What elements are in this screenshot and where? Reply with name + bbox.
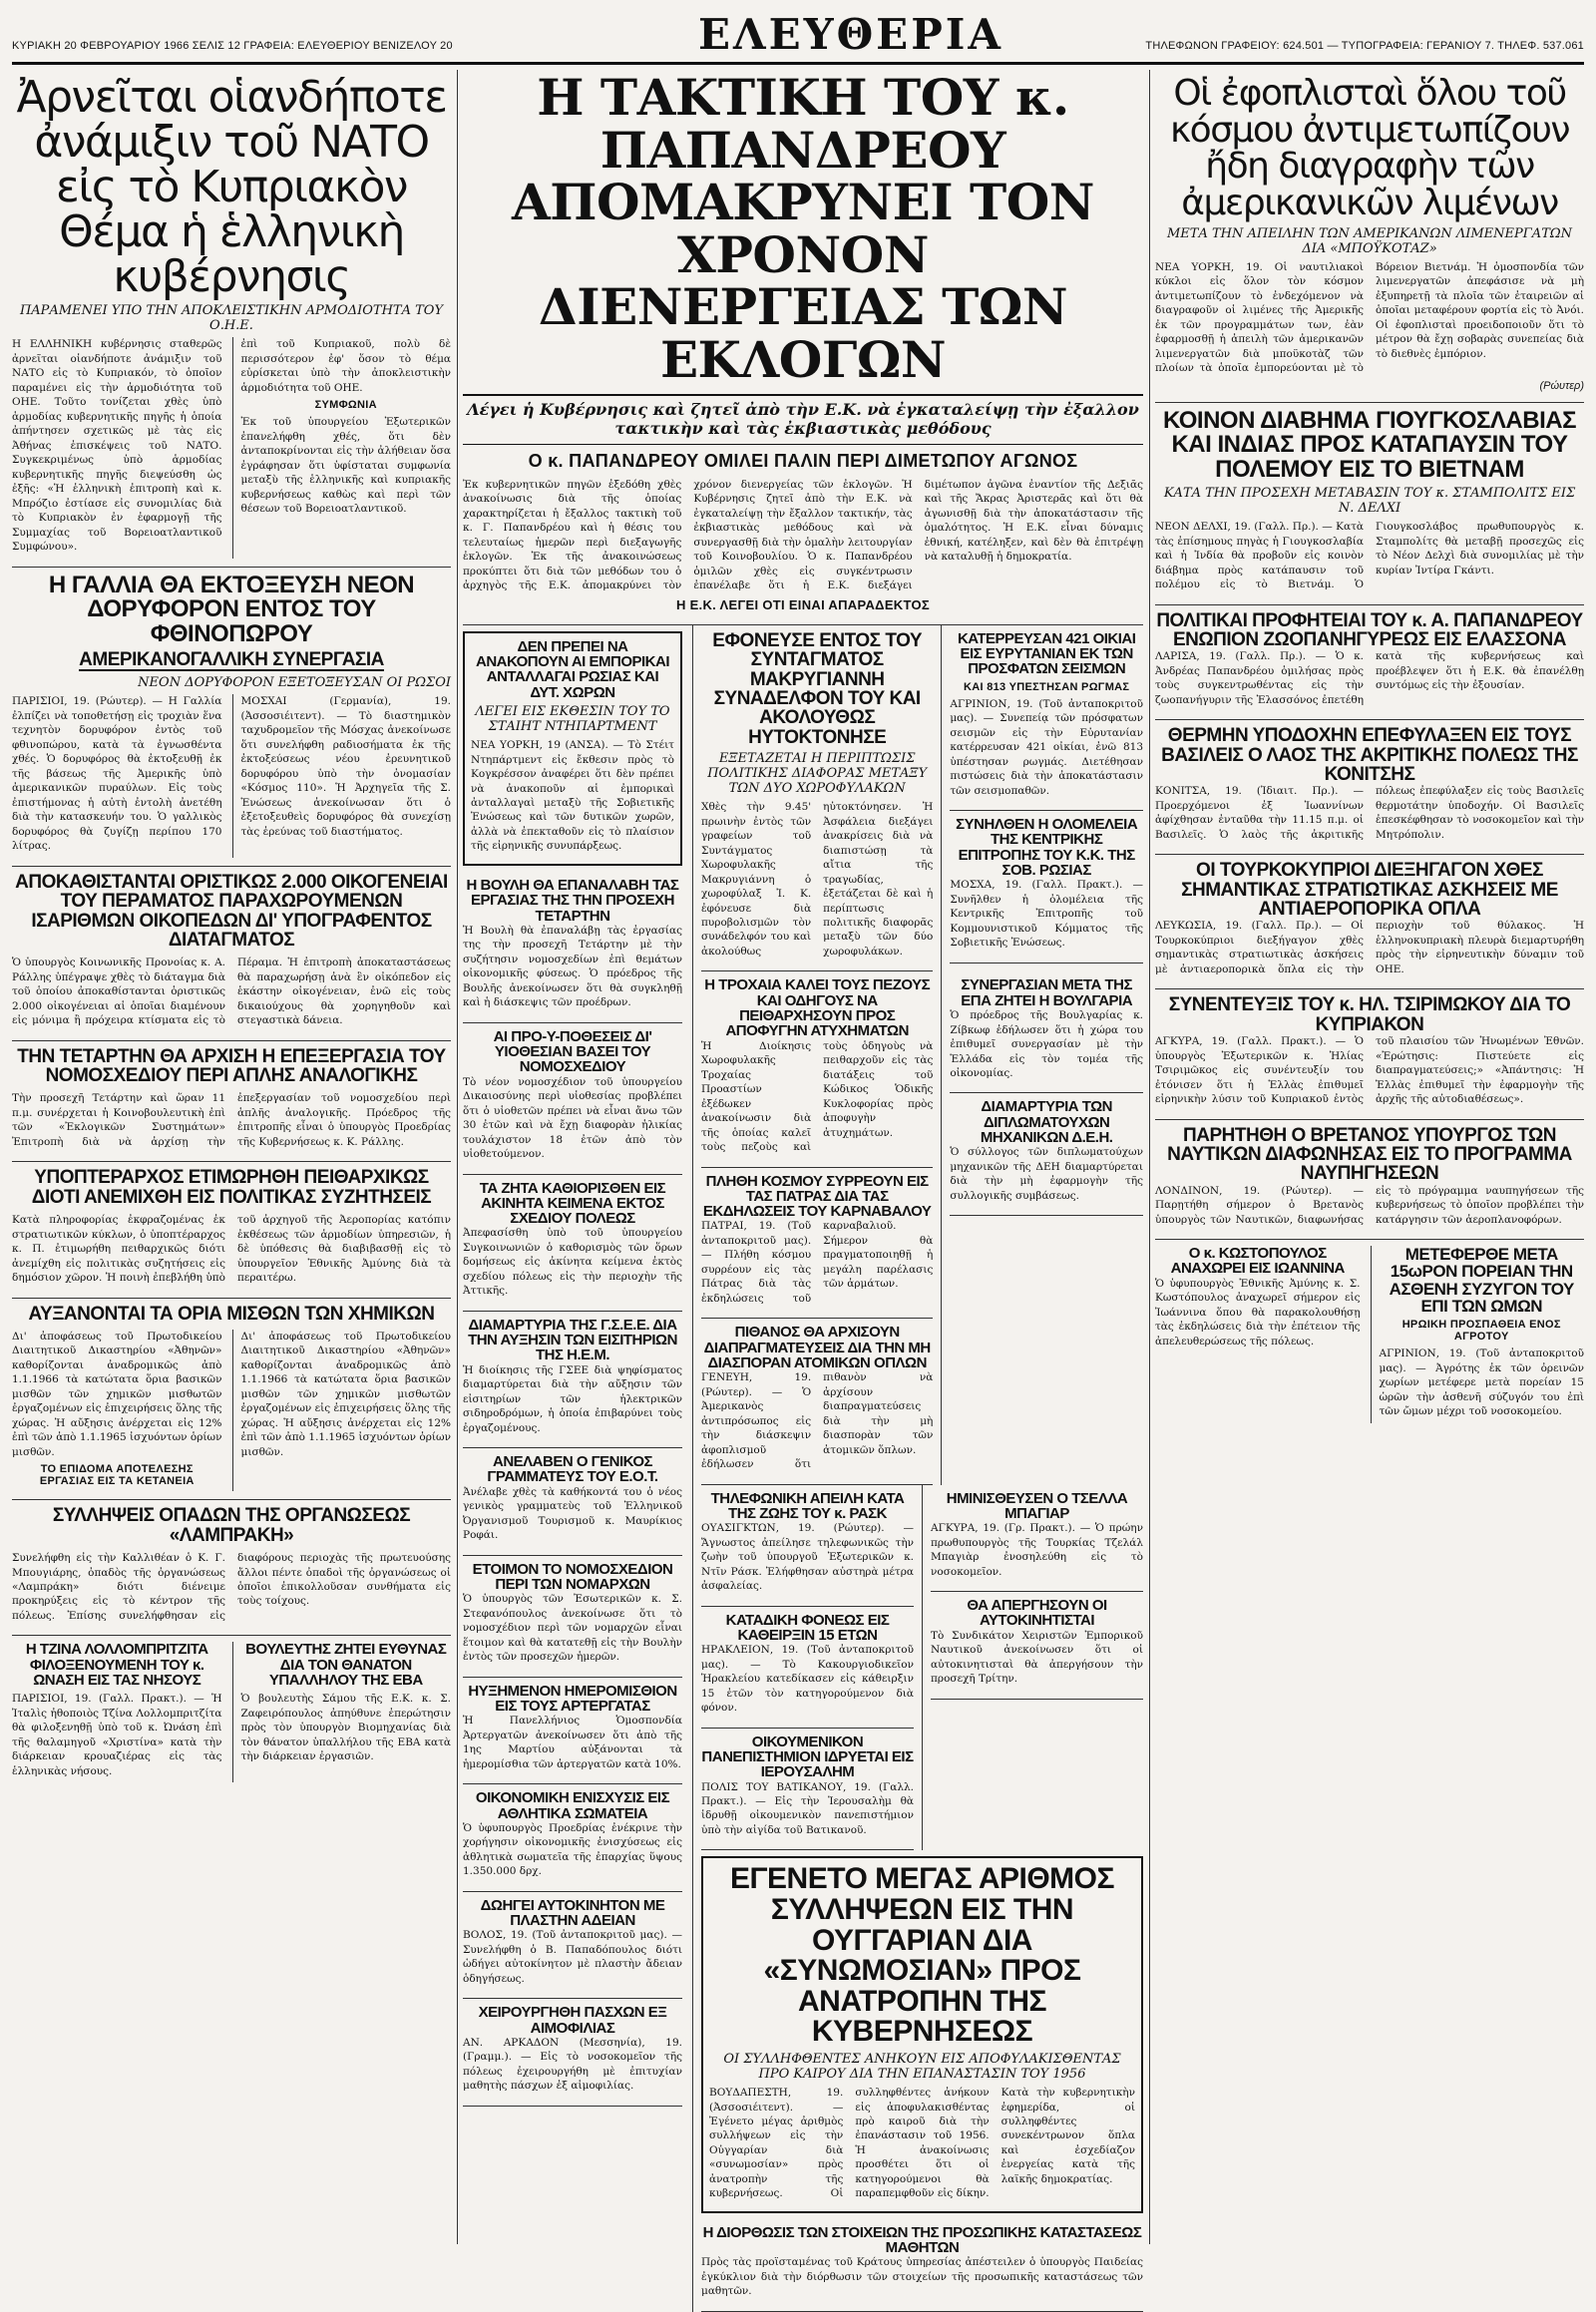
article-body: ΛΕΥΚΩΣΙΑ, 19. (Γαλλ. Πρ.). — Οἱ Τουρκοκύπριοι διεξήγαγον χθὲς σημαντικὰς στρατιωτικὰς ἀσκήσεις μὲ ἀντιαεροπορικὰ ὅπλα εἰς τὴν περιοχὴν τοῦ θύλακος. Ἡ ἑλληνοκυπριακὴ πλευρὰ διεμαρτυρήθη πρὸς τὴν εἰρηνευτικὴν δύναμιν τοῦ ΟΗΕ. — [1155, 920, 1584, 975]
headline: ΔΙΑΜΑΡΤΥΡΙΑ ΤΩΝ ΔΙΠΛΩΜΑΤΟΥΧΩΝ ΜΗΧΑΝΙΚΩΝ Δ.Ε.Η. — [980, 1098, 1113, 1147]
article-air-vice-marshal — [12, 1162, 451, 1298]
headline: ΣΥΛΛΗΨΕΙΣ ΟΠΑΔΩΝ ΤΗΣ ΟΡΓΑΝΩΣΕΩΣ «ΛΑΜΠΡΑΚΗ» — [52, 1505, 411, 1546]
headline: ΔΙΑΜΑΡΤΥΡΙΑ ΤΗΣ Γ.Σ.Ε.Ε. ΔΙΑ ΤΗΝ ΑΥΞΗΣΙΝ ΤΩΝ ΕΙΣΙΤΗΡΙΩΝ ΤΗΣ Η.Ε.Μ. — [468, 1316, 677, 1364]
article-body: Ὁ ὑπουργὸς Κοινωνικῆς Προνοίας κ. Α. Ράλλης ὑπέγραψε χθὲς τὸ διάταγμα διὰ τοῦ ὁποίου ἀποκαθίστανται ὁριστικῶς 2.000 οἰκογένειαι αἱ ὁποῖαι διαμένουν εἰς μόνιμα ἢ πρόχειρα κτίσματα εἰς τὸ Πέραμα. Ἡ ἐπιτροπὴ ἀποκαταστάσεως θὰ παραχωρήσῃ ἀνὰ ἓν οἰκόπεδον εἰς ἑκάστην οἰκογένειαν, ἐνῶ εἰς τοὺς δικαιούχους θὰ χορηγηθοῦν καὶ στεγαστικὰ δάνεια. — [12, 957, 451, 1027]
headline: ΑΙ ΠΡΟ-Υ-ΠΟΘΕΣΕΙΣ ΔΙ' ΥΙΟΘΕΣΙΑΝ ΒΑΣΕΙ ΤΟΥ ΝΟΜΟΣΧΕΔΙΟΥ — [493, 1027, 652, 1076]
headline: ΧΕΙΡΟΥΡΓΗΘΗ ΠΑΣΧΩΝ ΕΞ ΑΙΜΟΦΙΛΙΑΣ — [478, 2004, 667, 2037]
headline: ΔΙΕΝΕΡΓΕΙΑΣ ΤΩΝ ΕΚΛΟΓΩΝ — [538, 277, 1068, 389]
masthead-contact: ΤΗΛΕΦΩΝΟΝ ΓΡΑΦΕΙΟΥ: 624.501 — ΤΥΠΟΓΡΑΦΕΙΑ: ΓΕΡΑΝΙΟΥ 7. ΤΗΛΕΦ. 537.061 — [1145, 40, 1584, 52]
article-body: Κατὰ πληροφορίας ἐκφραζομένας ἐκ στρατιωτικῶν κύκλων, ὁ ὑποπτέραρχος κ. Π. ἐτιμωρήθη πειθαρχικῶς διότι ἀνεμίχθη εἰς πολιτικὰς συζητήσεις εἰς δημόσιον χῶρον. Ἡ ποινὴ ἐπεβλήθη ὑπὸ τοῦ ἀρχηγοῦ τῆς Ἀεροπορίας κατόπιν ἐκθέσεως τῶν ἁρμοδίων ὑπηρεσιῶν, ἡ δὲ ὑπόθεσις θὰ διαβιβασθῇ εἰς τὸ ὑπουργεῖον Ἐθνικῆς Ἀμύνης διὰ τὰ περαιτέρω. — [12, 1214, 451, 1285]
masthead — [12, 10, 1584, 65]
article-proportional-bill — [12, 1041, 451, 1163]
article-patras-carnival — [701, 1168, 933, 1320]
article-fake-license — [463, 1892, 682, 2000]
headline: ΕΤΟΙΜΟΝ ΤΟ ΝΟΜΟΣΧΕΔΙΟΝ ΠΕΡΙ ΤΩΝ ΝΟΜΑΡΧΩΝ — [472, 1560, 673, 1593]
headline: ΑΠΟΜΑΚΡΥΝΕΙ ΤΟΝ ΧΡΟΝΟΝ — [511, 173, 1095, 284]
article-body: Ὁ σύλλογος τῶν διπλωματούχων μηχανικῶν τῆς ΔΕΗ διαμαρτύρεται διὰ τὴν μὴ ἐφαρμογὴν τῆς συλλογικῆς συμβάσεως. — [950, 1146, 1143, 1202]
subheadline: ΝΕΟΝ ΔΟΡΥΦΟΡΟΝ ΕΞΕΤΟΞΕΥΣΑΝ ΟΙ ΡΩΣΟΙ — [138, 675, 451, 691]
article-body: ΜΟΣΧΑΙ (Γερμανία), 19. (Ἀσσοσιέιτεντ). — Τὸ διαστημικὸν ταχυδρομεῖον τῆς Μόσχας ἀνεκοίνωσε ὅτι συνελήφθη ραδιοσήματα ἐκ τῆς ἐκτοξεύσεως νέου ἐρευνητικοῦ δορυφόρου ὑπὸ τὴν ὀνομασίαν «Κόσμος 110». Ἡ Ἀρχηγεῖα τῆς Σ. Ἑνώσεως ἀνεκοίνωσαν ὅτι ὁ ἐξετοξευθεὶς δορυφόρος θὰ συνεχίσῃ τὰς ἐρεύνας τοῦ διαστήματος. — [240, 695, 451, 838]
article-conviction — [701, 1607, 914, 1729]
article-papandreou-tactics — [463, 70, 1143, 625]
article-body: ΜΟΣΧΑ, 19. (Γαλλ. Πρακτ.). — Συνῆλθεν ἡ ὀλομέλεια τῆς Κεντρικῆς Ἐπιτροπῆς τοῦ Κομμουνιστικοῦ Κόμματος τῆς Σοβιετικῆς Ἑνώσεως. — [950, 879, 1143, 950]
subheadline: ΚΑΙ 813 ΥΠΕΣΤΗΣΑΝ ΡΩΓΜΑΣ — [964, 680, 1130, 693]
headline: ΘΕΡΜΗΝ ΥΠΟΔΟΧΗΝ ΕΠΕΦΥΛΑΞΕΝ ΕΙΣ ΤΟΥΣ ΒΑΣΙΛΕΙΣ Ο ΛΑΟΣ ΤΗΣ ΑΚΡΙΤΙΚΗΣ ΠΟΛΕΩΣ ΤΗΣ ΚΟΝΙΤΣΗΣ — [1161, 725, 1578, 786]
article-zoning — [463, 1175, 682, 1312]
column-right — [1155, 70, 1584, 2244]
article-body: Ὁ ὑφυπουργὸς Προεδρίας ἐνέκρινε τὴν χορήγησιν οἰκονομικῆς ἐνισχύσεως εἰς ἀθλητικὰ σωματεῖα τῆς ἐπαρχίας ὕψους 1.350.000 δρχ. — [463, 1821, 682, 1878]
article-body: Δι' ἀποφάσεως τοῦ Πρωτοδικείου Διαιτητικοῦ Δικαστηρίου «Ἀθηνῶν» καθορίζονται ἀναδρομικῶς ἀπὸ 1.1.1966 τὰ κατώτατα ὅρια βασικῶν μισθῶν τῶν χημικῶν μισθωτῶν ἐργαζομένων εἰς ἐπιχειρήσεις ὅλης τῆς χώρας. Ἡ αὔξησις ἀνέρχεται εἰς 12% ἐπὶ τῶν ἀπὸ 1.1.1965 ἰσχυόντων ὁρίων μισθῶν. — [240, 1330, 451, 1458]
column-rule — [1149, 70, 1150, 2244]
article-body: Ὁ βουλευτὴς Σάμου τῆς Ε.Κ. κ. Σ. Ζαφειρόπουλος ἀπηύθυνε ἐπερώτησιν πρὸς τὸν ὑπουργὸν Βιομηχανίας διὰ τὸν θάνατον ὑπαλλήλου τῆς ΕΒΑ κατὰ τὴν διάρκειαν ἐργασιῶν. — [240, 1693, 451, 1763]
headline: Η ΤΡΟΧΑΙΑ ΚΑΛΕΙ ΤΟΥΣ ΠΕΖΟΥΣ ΚΑΙ ΟΔΗΓΟΥΣ ΝΑ ΠΕΙΘΑΡΧΗΣΟΥΝ ΠΡΟΣ ΑΠΟΦΥΓΗΝ ΑΤΥΧΗΜΑΤΩΝ — [704, 976, 931, 1040]
article-nato-cyprus — [12, 70, 451, 568]
headline: ΚΑΤΕΡΡΕΥΣΑΝ 421 ΟΙΚΙΑΙ ΕΙΣ ΕΥΡΥΤΑΝΙΑΝ ΕΚ ΤΩΝ ΠΡΟΣΦΑΤΩΝ ΣΕΙΣΜΩΝ — [957, 629, 1136, 678]
article-body: ΒΟΥΔΑΠΕΣΤΗ, 19. (Ἀσσοσιέιτεντ). — Ἐγένετο μέγας ἀριθμὸς συλλήψεων εἰς τὴν Οὐγγαρίαν διὰ «συνωμοσίαν» πρὸς ἀνατροπὴν τῆς κυβερνήσεως. Οἱ συλληφθέντες ἀνήκουν εἰς ἀποφυλακισθέντας πρὸ καιροῦ διὰ τὴν ἐπανάστασιν τοῦ 1956. Ἡ ἀνακοίνωσις προσθέτει ὅτι οἱ κατηγορούμενοι θὰ παραπεμφθοῦν εἰς δίκην. Κατὰ τὴν κυβερνητικὴν ἐφημερίδα, οἱ συλληφθέντες συνεκέντρωνον ὅπλα καὶ ἐσχεδίαζον ἐνεργείας κατὰ τῆς λαϊκῆς δημοκρατίας. — [709, 2087, 1135, 2200]
article-dei-engineers — [950, 1093, 1143, 1216]
article-kostopoulos — [1155, 1246, 1361, 1423]
article-chemists-salaries — [12, 1299, 451, 1501]
newspaper-name: ΕΛΕΥΘΕΡΙΑ — [698, 10, 1004, 59]
article-makrygianni — [701, 625, 933, 972]
headline: ΥΠΟΠΤΕΡΑΡΧΟΣ ΕΤΙΜΩΡΗΘΗ ΠΕΙΘΑΡΧΙΚΩΣ ΔΙΟΤΙ ΑΝΕΜΙΧΘΗ ΕΙΣ ΠΟΛΙΤΙΚΑΣ ΣΥΖΗΤΗΣΕΙΣ — [31, 1167, 432, 1208]
article-body: ΟΥΑΣΙΓΚΤΩΝ, 19. (Ρώυτερ). — Ἄγνωστος ἀπείλησε τηλεφωνικῶς τὴν ζωὴν τοῦ ὑπουργοῦ Ἐξωτερικῶν κ. Ντῖν Ράσκ. Ἐλήφθησαν αὐστηρὰ μέτρα ἀσφαλείας. — [701, 1522, 914, 1593]
article-body: Ἡ διοίκησις τῆς ΓΣΕΕ διὰ ψηφίσματος διαμαρτύρεται διὰ τὴν αὔξησιν τῶν εἰσιτηρίων τῶν ἠλεκτρικῶν σιδηροδρόμων, ἡ ὁποία ἐπιβαρύνει τοὺς ἐργαζομένους. — [463, 1363, 682, 1434]
headline: ΑΜΕΡΙΚΑΝΟΓΑΛΛΙΚΗ ΣΥΝΕΡΓΑΣΙΑ — [79, 649, 384, 671]
article-turkish-cypriots — [1155, 855, 1584, 989]
section-subhead: Ο κ. ΠΑΠΑΝΔΡΕΟΥ ΟΜΙΛΕΙ ΠΑΛΙΝ ΠΕΡΙ ΔΙΜΕΤΩΠΟΥ ΑΓΩΝΟΣ — [528, 451, 1078, 471]
article-bulgaria — [950, 971, 1143, 1093]
article-body: ΠΑΤΡΑΙ, 19. (Τοῦ ἀνταποκριτοῦ μας). — Πλήθη κόσμου συρρέουν εἰς τὰς Πάτρας διὰ τὰς ἐκδηλώσεις τοῦ καρναβαλιοῦ. Σήμερον θὰ πραγματοποιηθῇ ἡ μεγάλη παρέλασις τῶν ἁρμάτων. — [701, 1220, 934, 1305]
article-body: ΠΑΡΙΣΙΟΙ, 19. (Γαλλ. Πρακτ.). — Ἡ Ἰταλὶς ἠθοποιὸς Τζίνα Λολλομπριτζίτα θὰ φιλοξενηθῇ ὑπὸ τοῦ κ. Ὠνάση ἐπὶ τῆς θαλαμηγοῦ «Χριστίνα» κατὰ τὴν διάρκειαν κρουαζιέρας εἰς τὰς ἑλληνικὰς νήσους. — [12, 1693, 222, 1777]
article-body: ΝΕΑ ΥΟΡΚΗ, 19. Οἱ ναυτιλιακοὶ κύκλοι εἰς ὅλον τὸν κόσμον ἀντιμετωπίζουν τὸ ἐνδεχόμενον νὰ διαγραφοῦν οἱ λιμένες τῆς Ἀμερικῆς ἐκ τῶν προγραμμάτων των, ἐὰν ἐφαρμοσθῇ ἡ ἀπειλὴ τῶν ἀμερικανῶν λιμενεργατῶν διὰ μποϋκοτὰζ τῶν πλοίων τὰ ὁποῖα ἐμπορεύονται μὲ τὸ Βόρειον Βιετνάμ. Ἡ ὁμοσπονδία τῶν λιμενεργατῶν ἀπεφάσισε νὰ μὴ ἐξυπηρετῇ τὰ πλοῖα τῶν ἐταιρειῶν αἱ ὁποῖαι μεταφέρουν φορτία εἰς τὸ Ἀνόι. Οἱ ἐφοπλισταὶ προειδοποιοῦν ὅτι τὸ μέτρον θὰ ἔχῃ σοβαρὰς συνεπείας διὰ τὸ διεθνὲς ἐμπόριον. — [1155, 260, 1584, 375]
article-konitsa — [1155, 720, 1584, 855]
article-body: ΓΕΝΕΥΗ, 19. (Ρώυτερ). — Ὁ Ἀμερικανὸς ἀντιπρόσωπος εἰς τὴν διάσκεψιν ἀφοπλισμοῦ ἐδήλωσεν ὅτι πιθανὸν νὰ ἀρχίσουν διαπραγματεύσεις διὰ τὴν μὴ διασπορὰν τῶν ἀτομικῶν ὅπλων. — [701, 1371, 934, 1471]
headline: ΕΦΟΝΕΥΣΕ ΕΝΤΟΣ ΤΟΥ ΣΥΝΤΑΓΜΑΤΟΣ ΜΑΚΡΥΓΙΑΝΝΗ ΣΥΝΑΔΕΛΦΟΝ ΤΟΥ ΚΑΙ ΑΚΟΛΟΥΘΩΣ ΗΥΤΟΚΤΟΝΗΣΕ — [712, 629, 923, 748]
article-gsee — [463, 1312, 682, 1448]
article-andreas-papandreou — [1155, 605, 1584, 721]
article-body: Ὁ ὑφυπουργὸς Ἐθνικῆς Ἀμύνης κ. Σ. Κωστόπουλος ἀναχωρεῖ σήμερον εἰς Ἰωάννινα ὅπου θὰ παρακολουθήσῃ τὰς ἐκδηλώσεις διὰ τὴν ἐπέτειον τῆς ἀπελευθερώσεως τῆς πόλεως. — [1155, 1277, 1361, 1348]
article-farmer-wife — [1371, 1246, 1585, 1423]
article-body: Ἡ Βουλὴ θὰ ἐπαναλάβῃ τὰς ἐργασίας της τὴν προσεχῆ Τετάρτην μὲ τὴν συζήτησιν νομοσχεδίων ἐπὶ θεμάτων οἰκονομικῆς φύσεως. Ὁ πρόεδρος τῆς Βουλῆς ἀνεκοίνωσεν ὅτι θὰ συγκληθῇ καὶ ἡ διάσκεψις τῶν προέδρων. — [463, 924, 682, 1009]
article-body: ΑΓΚΥΡΑ, 19. (Γαλλ. Πρακτ.). — Ὁ ὑπουργὸς Ἐξωτερικῶν κ. Ἠλίας Τσιριμῶκος εἰς συνέντευξίν του ἐτόνισεν ὅτι ἡ Ἑλλὰς ἐπιθυμεῖ εἰρηνικὴν λύσιν τοῦ Κυπριακοῦ ἐντὸς τοῦ πλαισίου τῶν Ἡνωμένων Ἐθνῶν. «Ἐρώτησις: Πιστεύετε εἰς διαπραγματεύσεις;» «Ἀπάντησις: Ἡ Ἑλλὰς ἐπιθυμεῖ τὴν ἐφαρμογὴν τῆς ἀρχῆς τῆς αὐτοδιαθέσεως». — [1155, 1035, 1584, 1106]
headline: ΗΜΙΝΙΣΘΕΥΣΕΝ Ο ΤΣΕΛΛΑ ΜΠΑΓΙΑΡ — [946, 1489, 1128, 1522]
article-student-records — [701, 2219, 1143, 2312]
headline: ΣΥΝΕΡΓΑΣΙΑΝ ΜΕΤΑ ΤΗΣ ΕΠΑ ΖΗΤΕΙ Η ΒΟΥΛΓΑΡΙΑ — [961, 976, 1133, 1009]
article-rusk-threat — [701, 1485, 914, 1607]
headline: ΟΙ ΤΟΥΡΚΟΚΥΠΡΙΟΙ ΔΙΕΞΗΓΑΓΟΝ ΧΘΕΣ ΣΗΜΑΝΤΙΚΑΣ ΣΤΡΑΤΙΩΤΙΚΑΣ ΑΣΚΗΣΕΙΣ ΜΕ ΑΝΤΙΑΕΡΟΠΟΡΙΚΑ ΟΠΛΑ — [1181, 860, 1558, 921]
article-body: ΠΟΛΙΣ ΤΟΥ ΒΑΤΙΚΑΝΟΥ, 19. (Γαλλ. Πρακτ.). — Εἰς τὴν Ἱερουσαλὴμ θὰ ἱδρυθῇ οἰκουμενικὸν πανεπιστήμιον ὑπὸ τὴν αἰγίδα τοῦ Βατικανοῦ. — [701, 1780, 914, 1836]
subheadline: Λέγει ἡ Κυβέρνησις καὶ ζητεῖ ἀπὸ τὴν Ε.Κ. νὰ ἐγκαταλείψῃ τὴν ἐξαλλον τακτικὴν καὶ τὰς ἐκβιαστικὰς μεθόδους — [467, 400, 1139, 438]
subheadline: ΜΕΤΑ ΤΗΝ ΑΠΕΙΛΗΝ ΤΩΝ ΑΜΕΡΙΚΑΝΩΝ ΛΙΜΕΝΕΡΓΑΤΩΝ ΔΙΑ «ΜΠΟΫΚΟΤΑΖ» — [1166, 225, 1573, 256]
headline: ΟΙΚΟΝΟΜΙΚΗ ΕΝΙΣΧΥΣΙΣ ΕΙΣ ΑΘΛΗΤΙΚΑ ΣΩΜΑΤΕΙΑ — [475, 1789, 670, 1822]
article-body: ΑΓΡΙΝΙΟΝ, 19. (Τοῦ ἀνταποκριτοῦ μας). — Ἀγρότης ἐκ τῶν ὀρεινῶν χωρίων μετέφερε μετὰ πορείαν 15 ὡρῶν τὴν ἀσθενῆ σύζυγόν του ἐπὶ τῶν ὤμων μέχρι τοῦ νοσοκομείου. — [1379, 1348, 1584, 1418]
article-lambrakis-arrests — [12, 1500, 451, 1636]
article-body: ΚΟΝΙΤΣΑ, 19. (Ἰδιαιτ. Πρ.). — Προερχόμενοι ἐξ Ἰωαννίνων ἀφίχθησαν ἐνταῦθα τὴν 11.15 π.μ. οἱ Βασιλεῖς. Ὁ λαὸς τῆς ἀκριτικῆς πόλεως ἐπεφύλαξεν εἰς τοὺς Βασιλεῖς θερμοτάτην ὑποδοχήν. Οἱ Βασιλεῖς ἐπεσκέφθησαν τὸ νοσοκομεῖον καὶ τὴν Μητρόπολιν. — [1155, 785, 1584, 841]
headline: Ἀρνεῖται οἱανδήποτε ἀνάμιξιν τοῦ ΝΑΤΟ εἰς τὸ Κυπριακὸν Θέμα ἡ ἑλληνικὴ κυβέρνησις — [16, 72, 447, 302]
article-nonproliferation — [701, 1319, 933, 1484]
article-sports-clubs — [463, 1784, 682, 1892]
headline: ΠΑΡΗΤΗΘΗ Ο ΒΡΕΤΑΝΟΣ ΥΠΟΥΡΓΟΣ ΤΩΝ ΝΑΥΤΙΚΩΝ ΔΙΑΦΩΝΗΣΑΣ ΕΙΣ ΤΟ ΠΡΟΓΡΑΜΜΑ ΝΑΥΠΗΓΗΣΕΩΝ — [1167, 1124, 1572, 1185]
article-body: ἐπὶ τοῦ Κυπριακοῦ, πολὺ δὲ περισσότερον ἐφ' ὅσον τὸ θέμα εὑρίσκεται ὑπὸ τὴν ἀποκλειστικὴν ἁρμοδιότητα τοῦ ΟΗΕ. — [240, 338, 451, 394]
article-body: ΑΓΚΥΡΑ, 19. (Γρ. Πρακτ.). — Ὁ πρώην πρωθυπουργὸς τῆς Τουρκίας Τζελάλ Μπαγιὰρ ἐνοσηλεύθη εἰς τὸ νοσοκομεῖον. — [931, 1522, 1143, 1578]
article-body: ΠΑΡΙΣΙΟΙ, 19. (Ρώυτερ). — Η Γαλλία ἐλπίζει νὰ τοποθετήσῃ εἰς τροχιὰν ἕνα τεχνητὸν δορυφόρον ἐντὸς τοῦ φθινοπώρου, κατὰ τὰ ἐγνωσθέντα χθές. Ὁ δορυφόρος θὰ ἐκτοξευθῇ ἐκ τῆς βάσεως τῆς Ἀμερικῆς ὑπὸ ἀμερικανικῶν πυραύλων. Εἰς τοὺς ἐπιστήμονας ἡ αὐτὴ ἐντολὴ ἀνετέθη διὰ τὴν κατασκευήν του. Ὁ γαλλικὸς δορυφόρος θὰ ζυγίζῃ περίπου 170 λίτρας. — [12, 695, 222, 853]
article-trade-exchanges — [463, 631, 682, 866]
subheadline: ΚΑΤΑ ΤΗΝ ΠΡΟΣΕΧΗ ΜΕΤΑΒΑΣΙΝ ΤΟΥ κ. ΣΤΑΜΠΟΛΙΤΣ ΕΙΣ Ν. ΔΕΛΧΙ — [1163, 486, 1576, 517]
headline: ΠΛΗΘΗ ΚΟΣΜΟΥ ΣΥΡΡΕΟΥΝ ΕΙΣ ΤΑΣ ΠΑΤΡΑΣ ΔΙΑ ΤΑΣ ΕΚΔΗΛΩΣΕΙΣ ΤΟΥ ΚΑΡΝΑΒΑΛΟΥ — [702, 1172, 932, 1221]
headline: Ο κ. ΚΩΣΤΟΠΟΥΛΟΣ ΑΝΑΧΩΡΕΙ ΕΙΣ ΙΩΑΝΝΙΝΑ — [1170, 1245, 1345, 1278]
headline: ΘΑ ΑΠΕΡΓΗΣΟΥΝ ΟΙ ΑΥΤΟΚΙΝΗΤΙΣΤΑΙ — [967, 1597, 1107, 1630]
headline: ΑΝΕΛΑΒΕΝ Ο ΓΕΝΙΚΟΣ ΓΡΑΜΜΑΤΕΥΣ ΤΟΥ Ε.Ο.Τ. — [487, 1453, 658, 1486]
headline: Η ΓΑΛΛΙΑ ΘΑ ΕΚΤΟΞΕΥΣΗ ΝΕΟΝ ΔΟΡΥΦΟΡΟΝ ΕΝΤΟΣ ΤΟΥ ΦΘΙΝΟΠΩΡΟΥ — [48, 571, 415, 647]
article-earthquake — [950, 625, 1143, 811]
article-body: Τὴν προσεχῆ Τετάρτην καὶ ὥραν 11 π.μ. συνέρχεται ἡ Κοινοβουλευτικὴ ἐπὶ τῶν «Ἐκλογικῶν Συστημάτων» Ἐπιτροπὴ διὰ νὰ ἀρχίσῃ τὴν ἐπεξεργασίαν τοῦ νομοσχεδίου περὶ ἁπλῆς ἀναλογικῆς. Πρόεδρος τῆς ἐπιτροπῆς εἶναι ὁ ὑπουργὸς Προεδρίας τῆς Κυβερνήσεως κ. Κ. Ράλλης. — [12, 1092, 451, 1148]
article-prefects — [463, 1556, 682, 1678]
article-hungary-arrests — [701, 1856, 1143, 2212]
article-body: Ἀνέλαβε χθὲς τὰ καθήκοντά του ὁ νέος γενικὸς γραμματεὺς τοῦ Ἑλληνικοῦ Ὀργανισμοῦ Τουρισμοῦ κ. Μαυρίκιος Ροφάι. — [463, 1485, 682, 1542]
article-body: Πρὸς τὰς προϊσταμένας τοῦ Κράτους ὑπηρεσίας ἀπέστειλεν ὁ ὑπουργὸς Παιδείας ἐγκύκλιον διὰ τὴν διόρθωσιν τῶν στοιχείων τῆς προσωπικῆς καταστάσεως τῶν μαθητῶν. — [701, 2256, 1143, 2298]
headline: ΠΟΛΙΤΙΚΑΙ ΠΡΟΦΗΤΕΙΑΙ ΤΟΥ κ. Α. ΠΑΠΑΝΔΡΕΟΥ ΕΝΩΠΙΟΝ ΖΩΟΠΑΝΗΓΥΡΕΩΣ ΕΙΣ ΕΛΑΣΣΟΝΑ — [1156, 609, 1583, 650]
headline: ΣΥΝΗΛΘΕΝ Η ΟΛΟΜΕΛΕΙΑ ΤΗΣ ΚΕΝΤΡΙΚΗΣ ΕΠΙΤΡΟΠΗΣ ΤΟΥ Κ.Κ. ΤΗΣ ΣΟΒ. ΡΩΣΙΑΣ — [956, 816, 1138, 880]
headline: ΠΙΘΑΝΟΣ ΘΑ ΑΡΧΙΣΟΥΝ ΔΙΑΠΡΑΓΜΑΤΕΥΣΕΙΣ ΔΙΑ ΤΗΝ ΜΗ ΔΙΑΣΠΟΡΑΝ ΑΤΟΜΙΚΩΝ ΟΠΛΩΝ — [703, 1324, 931, 1371]
article-body: Τὸ Συνδικάτον Χειριστῶν Ἐμπορικοῦ Ναυτικοῦ ἀνεκοίνωσεν ὅτι οἱ αὐτοκινητισταὶ θὰ ἀπεργήσουν τὴν προσεχῆ Τρίτην. — [931, 1629, 1143, 1686]
article-body: Ὁ ὑπουργὸς τῶν Ἐσωτερικῶν κ. Σ. Στεφανόπουλος ἀνεκοίνωσε ὅτι τὸ νομοσχέδιον περὶ τῶν νομαρχῶν εἶναι ἕτοιμον καὶ θὰ κατατεθῇ εἰς τὴν Βουλὴν ἐντὸς τῶν προσεχῶν ἡμερῶν. — [463, 1593, 682, 1664]
article-france-satellite — [12, 568, 451, 867]
article-body: Ἡ Πανελλήνιος Ὁμοσπονδία Ἀρτεργατῶν ἀνεκοίνωσεν ὅτι ἀπὸ τῆς 1ης Μαρτίου αὐξάνονται τὰ ἡμερομίσθια τῶν ἀρτεργατῶν κατὰ 10%. — [463, 1715, 682, 1770]
section-subhead: ΤΟ ΕΠΙΔΟΜΑ ΑΠΟΤΕΛΕΣΗΣ ΕΡΓΑΣΙΑΣ ΕΙΣ ΤΑ ΚΕΤΑΝΕΙΑ — [39, 1463, 195, 1488]
headline: ΚΑΤΑΔΙΚΗ ΦΟΝΕΩΣ ΕΙΣ ΚΑΘΕΙΡΞΙΝ 15 ΕΤΩΝ — [725, 1611, 890, 1644]
article-hemophilia — [463, 1999, 682, 2107]
article-body: Ἡ Διοίκησις Χωροφυλακῆς Τροχαίας Προαστίων ἐξέδωκεν ἀνακοίνωσιν διὰ τῆς ὁποίας καλεῖ τοὺς πεζοὺς καὶ τοὺς ὁδηγοὺς νὰ πειθαρχοῦν εἰς τὰς διατάξεις τοῦ Κώδικος Ὁδικῆς Κυκλοφορίας πρὸς ἀποφυγὴν ἀτυχημάτων. — [701, 1039, 934, 1154]
headline: Η ΒΟΥΛΗ ΘΑ ΕΠΑΝΑΛΑΒΗ ΤΑΣ ΕΡΓΑΣΙΑΣ ΤΗΣ ΤΗΝ ΠΡΟΣΕΧΗ ΤΕΤΑΡΤΗΝ — [466, 876, 679, 925]
headline: ΤΗΝ ΤΕΤΑΡΤΗΝ ΘΑ ΑΡΧΙΣΗ Η ΕΠΕΞΕΡΓΑΣΙΑ ΤΟΥ ΝΟΜΟΣΧΕΔΙΟΥ ΠΕΡΙ ΑΠΛΗΣ ΑΝΑΛΟΓΙΚΗΣ — [17, 1045, 446, 1087]
headline: ΚΟΙΝΟΝ ΔΙΑΒΗΜΑ ΓΙΟΥΓΚΟΣΛΑΒΙΑΣ ΚΑΙ ΙΝΔΙΑΣ ΠΡΟΣ ΚΑΤΑΠΑΥΣΙΝ ΤΟΥ ΠΟΛΕΜΟΥ ΕΙΣ ΤΟ ΒΙΕΤΝΑΜ — [1163, 406, 1576, 483]
subheadline: ΛΕΓΕΙ ΕΙΣ ΕΚΘΕΣΙΝ ΤΟΥ ΤΟ ΣΤΑΙΗΤ ΝΤΗΠΑΡΤΜΕΝΤ — [475, 704, 670, 735]
article-body: Τὸ νέον νομοσχέδιον τοῦ ὑπουργείου Δικαιοσύνης περὶ υἱοθεσίας προβλέπει ὅτι ὁ υἱοθετῶν πρέπει νὰ εἶναι ἄνω τῶν 30 ἐτῶν καὶ νὰ ἔχῃ διαφορὰν ἡλικίας τουλάχιστον 18 ἐτῶν ἀπὸ τὸν υἱοθετούμενον. — [463, 1075, 682, 1161]
headline: ΗΥΞΗΜΕΝΟΝ ΗΜΕΡΟΜΙΣΘΙΟΝ ΕΙΣ ΤΟΥΣ ΑΡΤΕΡΓΑΤΑΣ — [468, 1682, 677, 1715]
headline: ΟΙΚΟΥΜΕΝΙΚΟΝ ΠΑΝΕΠΙΣΤΗΜΙΟΝ ΙΔΡΥΕΤΑΙ ΕΙΣ ΙΕΡΟΥΣΑΛΗΜ — [701, 1733, 914, 1781]
headline: ΑΥΞΑΝΟΝΤΑΙ ΤΑ ΟΡΙΑ ΜΙΣΘΩΝ ΤΩΝ ΧΗΜΙΚΩΝ — [28, 1303, 435, 1325]
article-body: Ἐκ κυβερνητικῶν πηγῶν ἐξεδόθη χθὲς ἀνακοίνωσις διὰ τῆς ὁποίας χαρακτηρίζεται ἡ ἔξαλλος τακτικὴ τοῦ κ. Γ. Παπανδρέου καὶ ἡ θέσις του τελευταίως ἡμερῶν περὶ διεξαγωγῆς ἐκλογῶν. Ἐκ τῆς ἀνακοινώσεως προκύπτει ὅτι διὰ τῶν μεθόδων του ὁ ἀρχηγὸς τῆς Ε.Κ. ἀπομακρύνει τὸν χρόνον διενεργείας τῶν ἐκλογῶν. Ἡ Κυβέρνησις ζητεῖ ἀπὸ τὴν Ε.Κ. νὰ ἐγκαταλείψῃ τὴν ἔξαλλον τακτικήν, τὰς ἐκβιαστικὰς μεθόδους καὶ νὰ συνεργασθῇ διὰ τὴν ὁμαλὴν λειτουργίαν τοῦ Κοινοβουλίου. Ὁ κ. Παπανδρέου ὁμιλῶν χθὲς εἰς συγκέντρωσιν ἐπανέλαβε ὅτι ἡ Ε.Κ. διεξάγει διμέτωπον ἀγῶνα ἐναντίον τῆς Δεξιᾶς καὶ τῆς Ἄκρας Ἀριστερᾶς καὶ ὅτι θὰ ἀγωνισθῇ διὰ τὴν ἀποκατάστασιν τῆς ὁμαλότητος. Ἡ Ε.Κ. εἶναι δύναμις ἐθνική, κατέληξεν, καὶ δὲν θὰ ἐπιτρέψῃ νὰ καταλυθῇ ἡ δημοκρατία. — [463, 479, 1143, 592]
headline: ΤΗΛΕΦΩΝΙΚΗ ΑΠΕΙΛΗ ΚΑΤΑ ΤΗΣ ΖΩΗΣ ΤΟΥ κ. ΡΑΣΚ — [710, 1489, 905, 1522]
headline: ΕΓΕΝΕΤΟ ΜΕΓΑΣ ΑΡΙΘΜΟΣ ΣΥΛΛΗΨΕΩΝ ΕΙΣ ΤΗΝ ΟΥΓΓΑΡΙΑΝ ΔΙΑ «ΣΥΝΩΜΟΣΙΑΝ» ΠΡΟΣ ΑΝΑΤΡΟΠΗΝ ΤΗΣ ΚΥΒΕΡΝΗΣΕΩΣ — [729, 1862, 1114, 2049]
article-body: ΒΟΛΟΣ, 19. (Τοῦ ἀνταποκριτοῦ μας). — Συνελήφθη ὁ Β. Παπαδόπουλος διότι ὡδήγει αὐτοκίνητον μὲ πλαστὴν ἄδειαν ὁδηγήσεως. — [463, 1929, 682, 1985]
article-body: ΛΑΡΙΣΑ, 19. (Γαλλ. Πρ.). — Ὁ κ. Ἀνδρέας Παπανδρέου ὁμιλήσας πρὸς τοὺς συγκεντρωθέντας εἰς τὴν ζωοπανήγυριν τῆς Ἐλασσόνος ἐπετέθη κατὰ τῆς κυβερνήσεως καὶ προέβλεψεν ὅτι ἡ Ε.Κ. θὰ ἐπανέλθῃ συντόμως εἰς τὴν ἐξουσίαν. — [1155, 650, 1584, 706]
article-perama-families — [12, 867, 451, 1041]
article-body: ΝΕΑ ΥΟΡΚΗ, 19 (ΑΝΣΑ). — Τὸ Στέιτ Ντηπάρτμεντ εἰς ἔκθεσιν πρὸς τὸ Κογκρέσσον ἀναφέρει ὅτι δὲν πρέπει νὰ ἀνακοποῦν αἱ ἐμπορικαὶ ἀνταλλαγαὶ μεταξὺ τῆς Σοβιετικῆς Ἑνώσεως καὶ τῶν δυτικῶν χωρῶν, ἀλλὰ νὰ ἐπεκταθοῦν εἰς τὸ πλαίσιον τῆς εἰρηνικῆς συνυπάρξεως. — [471, 739, 674, 853]
headline: ΑΠΟΚΑΘΙΣΤΑΝΤΑΙ ΟΡΙΣΤΙΚΩΣ 2.000 ΟΙΚΟΓΕΝΕΙΑΙ ΤΟΥ ΠΕΡΑΜΑΤΟΣ ΠΑΡΑΧΩΡΟΥΜΕΝΩΝ ΙΣΑΡΙΘΜΩΝ ΟΙΚΟΠΕΔΩΝ ΔΙ' ΥΠΟΓΡΑΦΕΝΤΟΣ ΔΙΑΤΑΓΜΑΤΟΣ — [15, 871, 448, 951]
article-parliament — [463, 872, 682, 1023]
headline: ΤΑ ΖΗΤΑ ΚΑΘΙΟΡΙΣΘΕΝ ΕΙΣ ΑΚΙΝΗΤΑ ΚΕΙΜΕΝΑ ΕΚΤΟΣ ΣΧΕΔΙΟΥ ΠΟΛΕΩΣ — [479, 1179, 666, 1228]
article-body: ΛΟΝΔΙΝΟΝ, 19. (Ρώυτερ). — Παρῃτήθη σήμερον ὁ Βρετανὸς ὑπουργὸς τῶν Ναυτικῶν, διαφωνήσας εἰς τὸ πρόγραμμα ναυπηγήσεων τῆς κυβερνήσεως τὸ ὁποῖον προβλέπει τὴν κατάργησιν τῶν ἀεροπλανοφόρων. — [1155, 1184, 1584, 1226]
article-body: Χθὲς τὴν 9.45' πρωινὴν ἐντὸς τῶν γραφείων τοῦ Συντάγματος Χωροφυλακῆς Μακρυγιάννη ὁ χωροφύλαξ Ἰ. Κ. ἐφόνευσε διὰ πυροβολισμῶν τὸν συνάδελφόν του καὶ ἀκολούθως ηὐτοκτόνησεν. Ἡ Ἀσφάλεια διεξάγει ἀνακρίσεις διὰ νὰ διαπιστώσῃ τὰ αἴτια τῆς τραγωδίας, ἐξετάζεται δὲ καὶ ἡ περίπτωσις πολιτικῆς διαφορᾶς μεταξὺ τῶν δύο χωροφυλάκων. — [701, 801, 934, 958]
article-body: Ἀπεφασίσθη ὑπὸ τοῦ ὑπουργείου Συγκοινωνιῶν ὁ καθορισμὸς τῶν ὅρων δομήσεως εἰς ἀκίνητα κείμενα ἐκτὸς σχεδίου πόλεως εἰς τὴν περιοχὴν τῆς Ἀττικῆς. — [463, 1227, 682, 1298]
article-lollobrigida — [12, 1642, 222, 1782]
article-cpsu — [950, 811, 1143, 963]
column-rule — [457, 70, 458, 2244]
subheadline: ΟΙ ΣΥΛΛΗΦΘΕΝΤΕΣ ΑΝΗΚΟΥΝ ΕΙΣ ΑΠΟΦΥΛΑΚΙΣΘΕΝΤΑΣ ΠΡΟ ΚΑΙΡΟΥ ΔΙΑ ΤΗΝ ΕΠΑΝΑΣΤΑΣΙΝ ΤΟΥ 1956 — [723, 2052, 1121, 2083]
byline: (Ρώυτερ) — [1539, 379, 1584, 392]
headline: Η ΤΖΙΝΑ ΛΟΛΛΟΜΠΡΙΤΖΙΤΑ ΦΙΛΟΞΕΝΟΥΜΕΝΗ ΤΟΥ κ. ΩΝΑΣΗ ΕΙΣ ΤΑΣ ΝΗΣΟΥΣ — [25, 1641, 208, 1690]
article-adoption — [463, 1023, 682, 1175]
headline: ΜΕΤΕΦΕΡΘΕ ΜΕΤΑ 15ωΡΟΝ ΠΟΡΕΙΑΝ ΤΗΝ ΑΣΘΕΝΗ ΣΥΖΥΓΟΝ ΤΟΥ ΕΠΙ ΤΩΝ ΩΜΩΝ — [1389, 1245, 1574, 1317]
column-center — [463, 68, 1143, 2298]
subheadline: ΗΡΩΙΚΗ ΠΡΟΣΠΑΘΕΙΑ ΕΝΟΣ ΑΓΡΟΤΟΥ — [1401, 1319, 1561, 1344]
article-body: ΝΕΟΝ ΔΕΛΧΙ, 19. (Γαλλ. Πρ.). — Κατὰ τὰς ἐπίσημους πηγὰς ἡ Γιουγκοσλαβία καὶ ἡ Ἰνδία θὰ προβοῦν εἰς κοινὸν διάβημα πρὸς κατάπαυσιν τοῦ πολέμου εἰς τὸ Βιετνάμ. Ὁ Γιουγκοσλάβος πρωθυπουργὸς κ. Σταμπολίτς θὰ μεταβῇ προσεχῶς εἰς τὸ Νέον Δελχὶ διὰ συνομιλίας μὲ τὴν κυρίαν Ἰντίρα Γκάντι. — [1155, 521, 1584, 591]
headline: ΔΕΝ ΠΡΕΠΕΙ ΝΑ ΑΝΑΚΟΠΟΥΝ ΑΙ ΕΜΠΟΡΙΚΑΙ ΑΝΤΑΛΛΑΓΑΙ ΡΩΣΙΑΣ ΚΑΙ ΔΥΤ. ΧΩΡΩΝ — [475, 637, 669, 701]
headline: Η ΤΑΚΤΙΚΗ ΤΟΥ κ. ΠΑΠΑΝΔΡΕΟΥ — [537, 68, 1069, 180]
center-subcolumn-right — [692, 625, 1143, 2312]
article-jerusalem-university — [701, 1729, 914, 1851]
headline: Οἱ ἐφοπλισταὶ ὅλου τοῦ κόσμου ἀντιμετωπίζουν ἤδη διαγραφὴν τῶν ἀμερικανικῶν λιμένων — [1169, 73, 1570, 224]
headline: ΒΟΥΛΕΥΤΗΣ ΖΗΤΕΙ ΕΥΘΥΝΑΣ ΔΙΑ ΤΟΝ ΘΑΝΑΤΟΝ ΥΠΑΛΛΗΛΟΥ ΤΗΣ ΕΒΑ — [245, 1641, 447, 1690]
section-subhead: Η Ε.Κ. ΛΕΓΕΙ ΟΤΙ ΕΙΝΑΙ ΑΠΑΡΑΔΕΚΤΟΣ — [675, 596, 931, 612]
headline: ΔΩΗΓΕΙ ΑΥΤΟΚΙΝΗΤΟΝ ΜΕ ΠΛΑΣΤΗΝ ΑΔΕΙΑΝ — [480, 1896, 665, 1930]
newspaper-page — [12, 10, 1584, 2298]
article-eva-employee — [232, 1642, 452, 1782]
article-tsirimokos — [1155, 989, 1584, 1119]
subheadline: ΕΞΕΤΑΖΕΤΑΙ Η ΠΕΡΙΠΤΩΣΙΣ ΠΟΛΙΤΙΚΗΣ ΔΙΑΦΟΡΑΣ ΜΕΤΑΞΥ ΤΩΝ ΔΥΟ ΧΩΡΟΦΥΛΑΚΩΝ — [707, 751, 928, 797]
subheadline: ΠΑΡΑΜΕΝΕΙ ΥΠΟ ΤΗΝ ΑΠΟΚΛΕΙΣΤΙΚΗΝ ΑΡΜΟΔΙΟΤΗΤΑ ΤΟΥ Ο.Η.Ε. — [19, 303, 444, 334]
article-body: ΑΓΡΙΝΙΟΝ, 19. (Τοῦ ἀνταποκριτοῦ μας). — Συνεπείᾳ τῶν πρόσφατων σεισμῶν εἰς τὴν Εὐρυτανίαν κατέρρευσαν 421 οἰκίαι, ἐνῶ 813 ὑπέστησαν ρωγμάς. Διετέθησαν πιστώσεις διὰ τὴν ἀποκατάστασιν τῶν σεισμοπαθῶν. — [950, 697, 1143, 797]
headline: ΣΥΝΕΝΤΕΥΞΙΣ ΤΟΥ κ. ΗΛ. ΤΣΙΡΙΜΩΚΟΥ ΔΙΑ ΤΟ ΚΥΠΡΙΑΚΟΝ — [1168, 994, 1571, 1035]
article-body: ΗΡΑΚΛΕΙΟΝ, 19. (Τοῦ ἀνταποκριτοῦ μας). — Τὸ Κακουργιοδικεῖον Ἡρακλείου κατεδίκασεν εἰς κάθειρξιν 15 ἐτῶν τὸν κατηγορούμενον διὰ φόνον. — [701, 1644, 914, 1715]
center-subcolumn-left — [463, 625, 682, 2312]
article-shipowners — [1155, 70, 1584, 403]
masthead-date: ΚΥΡΙΑΚΗ 20 ΦΕΒΡΟΥΑΡΙΟΥ 1966 ΣΕΛΙΣ 12 ΓΡΑΦΕΙΑ: ΕΛΕΥΘΕΡΙΟΥ ΒΕΝΙΖΕΛΟΥ 20 — [12, 40, 453, 52]
headline: Η ΔΙΟΡΘΩΣΙΣ ΤΩΝ ΣΤΟΙΧΕΙΩΝ ΤΗΣ ΠΡΟΣΩΠΙΚΗΣ ΚΑΤΑΣΤΑΣΕΩΣ ΜΑΘΗΤΩΝ — [702, 2223, 1142, 2257]
column-left — [12, 70, 451, 2244]
article-body: Συνελήφθη εἰς τὴν Καλλιθέαν ὁ Κ. Γ. Μπουγιάρης, ὀπαδὸς τῆς ὀργανώσεως «Λαμπράκη» διότι διένειμε προκηρύξεις εἰς τὸ κέντρον τῆς πόλεως. Ἐπίσης συνελήφθησαν εἰς διαφόρους περιοχὰς τῆς πρωτευούσης ἄλλοι πέντε ὀπαδοὶ τῆς ὀργανώσεως οἱ ὁποῖοι ἐπικολλοῦσαν συνθήματα εἰς τοὺς τοίχους. — [12, 1552, 451, 1622]
article-traffic — [701, 971, 933, 1167]
article-eot — [463, 1448, 682, 1556]
article-body: Ἐκ τοῦ ὑπουργείου Ἐξωτερικῶν ἐπανελήφθη χθές, ὅτι δὲν ἀνταποκρίνονται εἰς τὴν ἀλήθειαν ὅσα ἐγράφησαν ὅτι ὑφίσταται συμφωνία μεταξὺ τῆς ἑλληνικῆς καὶ κυπριακῆς κυβερνήσεως καθὼς καὶ περὶ τῶν θέσεων τοῦ Βορειοατλαντικοῦ. — [240, 416, 451, 516]
article-body: ΑΝ. ΑΡΚΑΔΟΝ (Μεσσηνία), 19. (Γραμμ.). — Εἰς τὸ νοσοκομεῖον τῆς πόλεως ἐχειρουργήθη μὲ ἐπιτυχίαν μαθητὴς πάσχων ἐξ αἱμοφιλίας. — [463, 2036, 682, 2093]
article-bayar — [931, 1485, 1143, 1593]
article-body: Ὁ πρόεδρος τῆς Βουλγαρίας κ. Ζίβκωφ ἐδήλωσεν ὅτι ἡ χώρα του ἐπιθυμεῖ συνεργασίαν μὲ τὴν Ἑλλάδα εἰς τὸν τομέα τῆς οἰκονομίας. — [950, 1009, 1143, 1079]
article-yugoslavia-india — [1155, 403, 1584, 605]
article-bakers — [463, 1678, 682, 1785]
section-subhead: ΣΥΜΦΩΝΙΑ — [314, 399, 377, 412]
article-drivers-strike — [931, 1592, 1143, 1700]
article-body: Δι' ἀποφάσεως τοῦ Πρωτοδικείου Διαιτητικοῦ Δικαστηρίου «Ἀθηνῶν» καθορίζονται ἀναδρομικῶς ἀπὸ 1.1.1966 τὰ κατώτατα ὅρια βασικῶν μισθῶν τῶν χημικῶν μισθωτῶν ἐργαζομένων εἰς ἐπιχειρήσεις ὅλης τῆς χώρας. Ἡ αὔξησις ἀνέρχεται εἰς 12% ἐπὶ τῶν ἀπὸ 1.1.1965 ἰσχυόντων ὁρίων μισθῶν. — [12, 1330, 222, 1458]
article-body: Η ΕΛΛΗΝΙΚΗ κυβέρνησις σταθερῶς ἀρνεῖται οἱανδήποτε ἀνάμιξιν τοῦ ΝΑΤΟ εἰς τὸ Κυπριακόν, τὸ ὁποῖον παραμένει εἰς τὴν ἀρμοδιότητα τοῦ ΟΗΕ. Τοῦτο τονίζεται χθὲς ὑπὸ ἁρμοδίας κυβερνητικῆς πηγῆς ἡ ὁποία ἀπήντησεν σχετικῶς μὲ τὰς εἰς Ἀθήνας ἐπισκέψεις τοῦ ΝΑΤΟ. Συγκεκριμένως ὑπὸ ἁρμοδίας κυβερνητικῆς πηγῆς διεψεύσθη ὡς ἐξῆς: «Ἡ ἑλληνικὴ ἐπιτροπὴ καὶ κ. Μπρόζιο ἐστίασε εἰς συνομιλίας διὰ τὸ Κυπριακὸν ἐν ἐφαρμογῇ τῆς Συμμαχίας τοῦ Βορειοατλαντικοῦ Συμφώνου». — [12, 338, 222, 554]
article-british-navy-minister — [1155, 1120, 1584, 1241]
